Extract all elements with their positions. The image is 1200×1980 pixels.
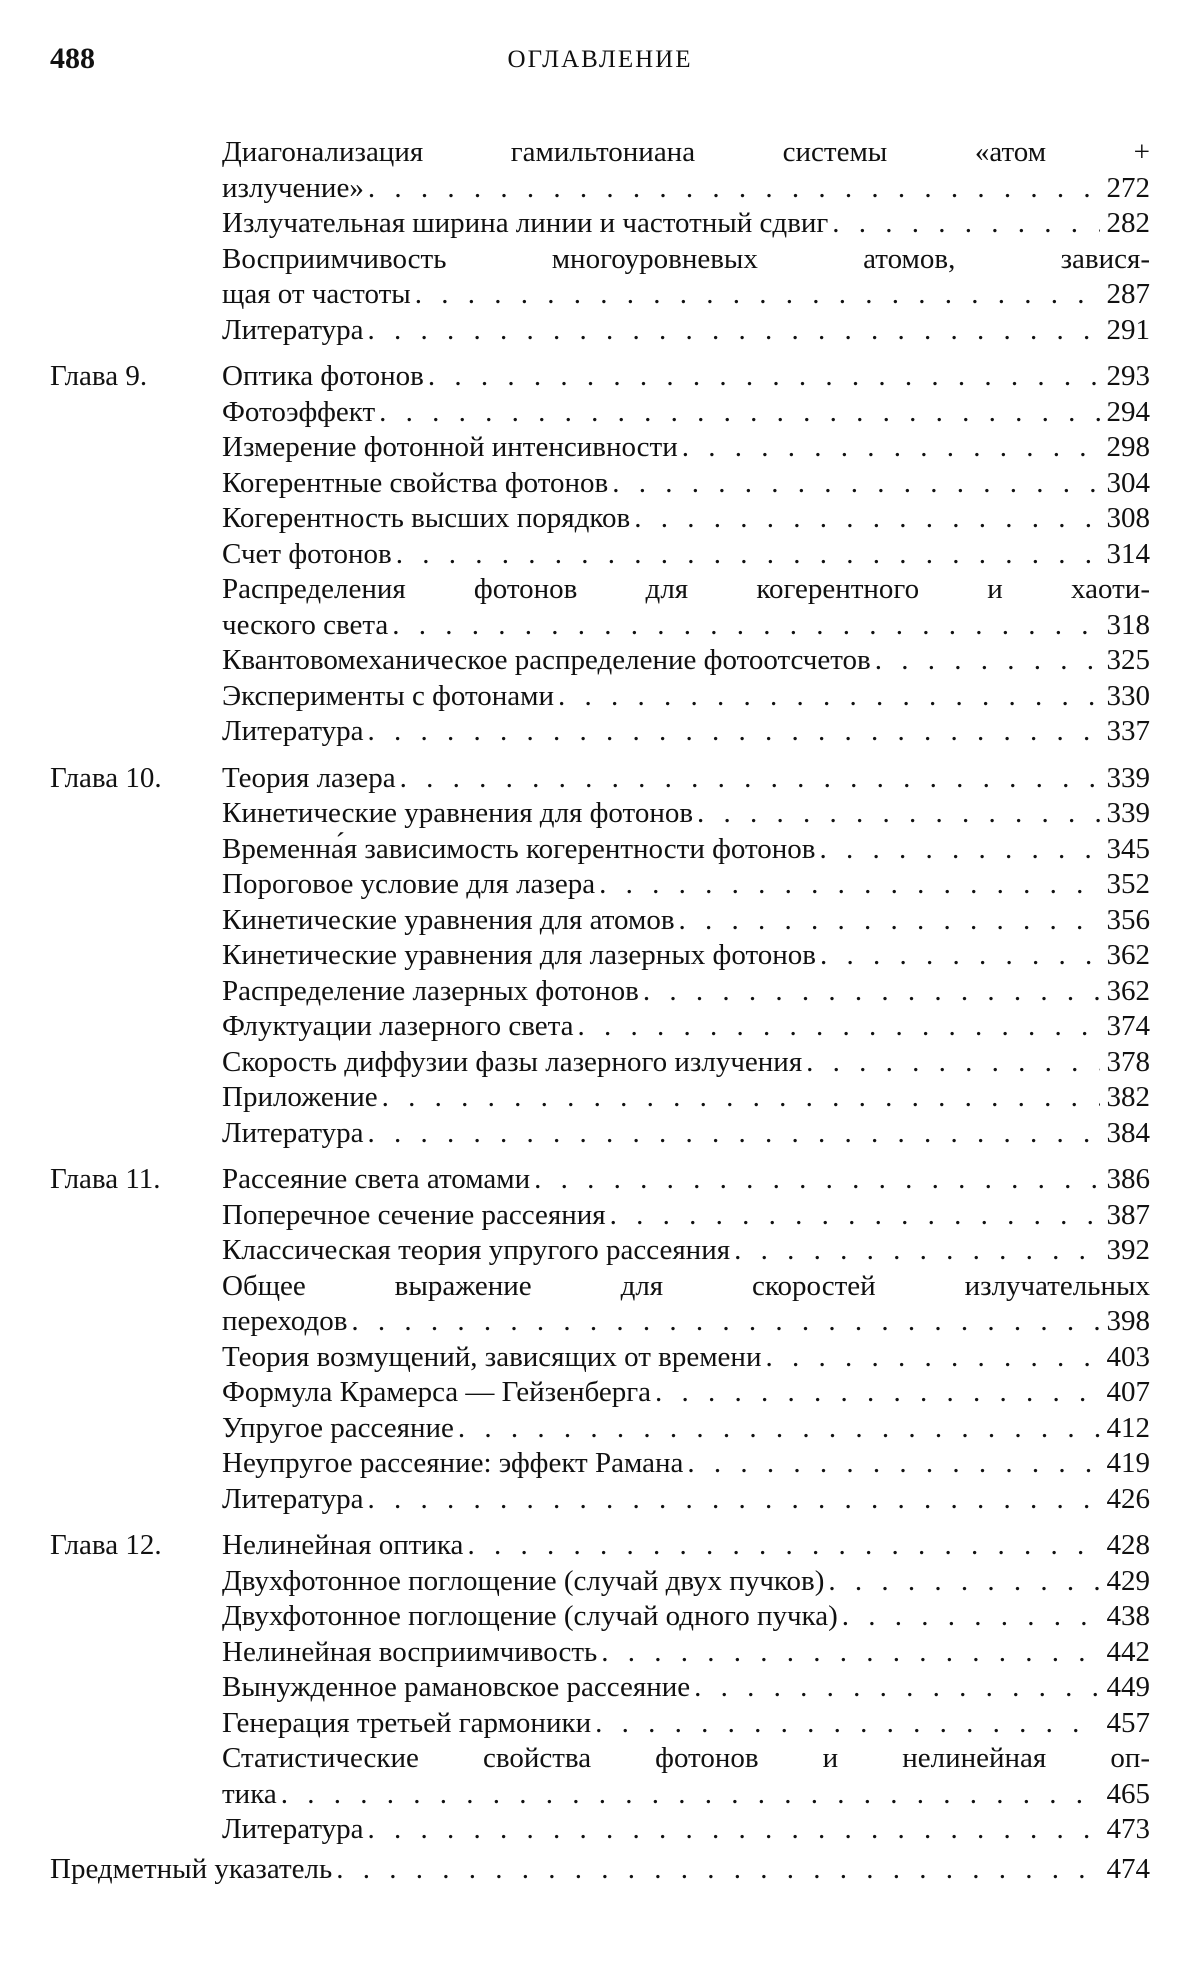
chapter-label: Глава 10. xyxy=(50,761,162,794)
dot-leader xyxy=(392,608,1100,644)
dot-leader xyxy=(578,1009,1100,1045)
dot-leader xyxy=(643,974,1100,1010)
toc-page-number: 386 xyxy=(1106,1163,1150,1195)
toc-entry-title: Литература xyxy=(222,1116,364,1149)
toc-page-number: 374 xyxy=(1106,1010,1150,1042)
toc-entry xyxy=(222,1635,1150,1671)
dot-leader xyxy=(558,679,1100,715)
dot-leader xyxy=(875,643,1100,679)
dot-leader xyxy=(396,537,1100,573)
toc-entry xyxy=(222,1482,1150,1518)
toc-entries xyxy=(222,359,1150,750)
toc-entry-title: ческого света xyxy=(222,608,389,641)
dot-leader xyxy=(734,1233,1100,1269)
toc-entry-title: Упругое рассеяние xyxy=(222,1411,454,1444)
toc-page-number: 293 xyxy=(1106,360,1150,392)
toc-entry xyxy=(222,608,1150,644)
toc-page-number: 352 xyxy=(1106,868,1150,900)
toc-entry xyxy=(222,1446,1150,1482)
toc-entries xyxy=(222,135,1150,348)
toc-entry xyxy=(222,1233,1150,1269)
chapter-title-line xyxy=(222,1162,1150,1198)
dot-leader xyxy=(368,313,1100,349)
toc-page-number: 294 xyxy=(1106,395,1150,428)
toc-entry-title: Теория лазера xyxy=(222,761,396,794)
toc-page-number: 282 xyxy=(1106,207,1150,239)
toc-entry-title: Восприимчивость многоуровневых атомов, завися- xyxy=(222,242,1150,275)
dot-leader xyxy=(428,359,1100,395)
toc-entry xyxy=(222,430,1150,466)
toc-entry xyxy=(222,679,1150,715)
toc-entry xyxy=(222,903,1150,939)
toc-entry-title: Кинетические уравнения для фотонов xyxy=(222,797,694,829)
dot-leader xyxy=(351,1304,1100,1340)
dot-leader xyxy=(534,1162,1100,1198)
toc-page-number: 362 xyxy=(1106,939,1150,971)
toc-entry-title: Кинетические уравнения для лазерных фотонов xyxy=(222,939,816,971)
toc-entry xyxy=(222,974,1150,1010)
toc-entry-title: Неупругое рассеяние: эффект Рамана xyxy=(222,1447,684,1479)
toc-chapter xyxy=(50,1162,1150,1517)
toc-entry-title: Теория возмущений, зависящих от времени xyxy=(222,1340,762,1373)
toc-page-number: 356 xyxy=(1106,903,1150,936)
toc-entry-title: Поперечное сечение рассеяния xyxy=(222,1198,606,1231)
toc-page-number: 412 xyxy=(1106,1411,1150,1444)
toc-page-number: 428 xyxy=(1106,1529,1150,1561)
toc-entry xyxy=(222,206,1150,242)
toc-entry xyxy=(222,1670,1150,1706)
toc-entry-title: Флуктуации лазерного света xyxy=(222,1010,574,1042)
dot-leader xyxy=(382,1080,1100,1116)
toc-page-number: 382 xyxy=(1106,1081,1150,1113)
toc-entry xyxy=(222,242,1150,278)
dot-leader xyxy=(682,430,1100,466)
dot-leader xyxy=(655,1375,1100,1411)
chapter-label: Глава 9. xyxy=(50,360,148,392)
toc-entry xyxy=(222,1304,1150,1340)
toc-entry-title: Кинетические уравнения для атомов xyxy=(222,903,675,936)
dot-leader xyxy=(828,1564,1100,1600)
toc-entry-title: Предметный указатель xyxy=(50,1852,333,1885)
toc-entry xyxy=(222,1009,1150,1045)
toc-entry xyxy=(222,466,1150,502)
toc-entry xyxy=(222,1116,1150,1152)
toc-entry xyxy=(222,1080,1150,1116)
toc-chapter xyxy=(50,761,1150,1152)
dot-leader xyxy=(599,867,1100,903)
toc-entry xyxy=(222,1812,1150,1848)
subject-index-entry xyxy=(50,1852,1150,1888)
toc-entry-title: Двухфотонное поглощение (случай одного пучка) xyxy=(222,1600,838,1632)
dot-leader xyxy=(368,714,1100,750)
toc-entry-title: Литература xyxy=(222,715,364,747)
toc-entry-title: Формула Крамерса — Гейзенберга xyxy=(222,1376,651,1408)
toc-entry xyxy=(222,313,1150,349)
toc-entry-title: Диагонализация гамильтониана системы «атом + xyxy=(222,136,1150,168)
dot-leader xyxy=(601,1635,1100,1671)
toc-page-number: 407 xyxy=(1106,1376,1150,1408)
dot-leader xyxy=(281,1777,1100,1813)
toc-entry-title: Классическая теория упругого рассеяния xyxy=(222,1234,731,1266)
toc-entry-title: Вынужденное рамановское рассеяние xyxy=(222,1671,691,1703)
toc-entry-title: Временна́я зависимость когерентности фотонов xyxy=(222,832,816,865)
toc-entry xyxy=(222,171,1150,207)
toc-page-number: 442 xyxy=(1106,1635,1150,1668)
toc-entry-title: излучение» xyxy=(222,171,364,204)
toc-entry-title: переходов xyxy=(222,1305,348,1337)
toc-entry xyxy=(222,537,1150,573)
toc-page-number: 304 xyxy=(1106,466,1150,499)
dot-leader xyxy=(679,903,1100,939)
dot-leader xyxy=(806,1045,1100,1081)
dot-leader xyxy=(379,395,1100,431)
toc-page-number: 345 xyxy=(1106,832,1150,865)
toc-group-continued xyxy=(50,135,1150,348)
toc-entry-title: Приложение xyxy=(222,1081,378,1113)
dot-leader xyxy=(336,1852,1100,1888)
toc-page-number: 287 xyxy=(1106,278,1150,310)
toc-entry xyxy=(222,501,1150,537)
toc-page-number: 387 xyxy=(1106,1198,1150,1231)
toc-page-number: 330 xyxy=(1106,679,1150,712)
toc-page-number: 449 xyxy=(1106,1671,1150,1703)
dot-leader xyxy=(697,796,1100,832)
toc-entry xyxy=(222,1706,1150,1742)
toc-entry xyxy=(222,1777,1150,1813)
toc-entry-title: Распределение лазерных фотонов xyxy=(222,974,639,1007)
toc-page-number: 339 xyxy=(1106,761,1150,794)
toc-page-number: 314 xyxy=(1106,537,1150,570)
toc-chapter xyxy=(50,359,1150,750)
toc-entry xyxy=(222,395,1150,431)
toc-entry xyxy=(222,1198,1150,1234)
toc-entry xyxy=(222,796,1150,832)
page-header xyxy=(50,42,1150,82)
toc-entry-title: Пороговое условие для лазера xyxy=(222,868,596,900)
toc-entry xyxy=(222,1741,1150,1777)
toc-page-number: 465 xyxy=(1106,1777,1150,1810)
dot-leader xyxy=(610,1198,1100,1234)
dot-leader xyxy=(820,938,1100,974)
toc-entry-title: Скорость диффузии фазы лазерного излучения xyxy=(222,1045,803,1078)
toc-page-number: 457 xyxy=(1106,1706,1150,1739)
toc-page-number: 291 xyxy=(1106,313,1150,346)
toc-page-number: 426 xyxy=(1106,1482,1150,1515)
toc-entry-title: Фотоэффект xyxy=(222,395,376,428)
toc-entry xyxy=(222,938,1150,974)
toc-entries xyxy=(222,761,1150,1152)
toc-entry xyxy=(222,1564,1150,1600)
toc-entry-title: Распределения фотонов для когерентного и хаоти- xyxy=(222,573,1150,605)
toc-entry xyxy=(222,643,1150,679)
chapter-label: Глава 12. xyxy=(50,1529,162,1561)
chapter-title-line xyxy=(222,1528,1150,1564)
toc-entry xyxy=(222,1599,1150,1635)
toc-entry-title: щая от частоты xyxy=(222,278,411,310)
toc-page-number: 318 xyxy=(1106,608,1150,641)
toc-entry-title: Генерация третьей гармоники xyxy=(222,1706,592,1739)
chapter-label: Глава 11. xyxy=(50,1163,161,1195)
toc-entry-title: Литература xyxy=(222,313,364,346)
toc-entry xyxy=(222,832,1150,868)
toc-entry-title: Литература xyxy=(222,1813,364,1845)
dot-leader xyxy=(842,1599,1100,1635)
toc-page-number: 429 xyxy=(1106,1564,1150,1597)
toc-page-number: 473 xyxy=(1106,1813,1150,1845)
toc-entry-title: Литература xyxy=(222,1482,364,1515)
dot-leader xyxy=(467,1528,1100,1564)
toc-page-number: 298 xyxy=(1106,431,1150,463)
dot-leader xyxy=(595,1706,1100,1742)
table-of-contents xyxy=(50,135,1150,1887)
toc-entry-title: Статистические свойства фотонов и нелинейная оп- xyxy=(222,1742,1150,1774)
running-head: ОГЛАВЛЕНИЕ xyxy=(507,46,693,73)
page-number: 488 xyxy=(50,42,95,75)
toc-entry xyxy=(222,1375,1150,1411)
toc-entry xyxy=(222,1340,1150,1376)
toc-entry xyxy=(222,277,1150,313)
dot-leader xyxy=(612,466,1100,502)
toc-entry-title: Когерентные свойства фотонов xyxy=(222,466,609,499)
dot-leader xyxy=(820,832,1101,868)
dot-leader xyxy=(415,277,1100,313)
toc-page-number: 378 xyxy=(1106,1045,1150,1078)
dot-leader xyxy=(368,1482,1100,1518)
dot-leader xyxy=(694,1670,1100,1706)
chapter-title-line xyxy=(222,761,1150,797)
toc-entry xyxy=(222,867,1150,903)
toc-entry-title: Излучательная ширина линии и частотный сдвиг xyxy=(222,207,829,239)
toc-entry xyxy=(222,1269,1150,1305)
toc-entry-title: Нелинейная оптика xyxy=(222,1529,464,1561)
toc-entry xyxy=(222,1411,1150,1447)
toc-page-number: 438 xyxy=(1106,1600,1150,1632)
toc-entry-title: Рассеяние света атомами xyxy=(222,1163,531,1195)
dot-leader xyxy=(368,1116,1100,1152)
dot-leader xyxy=(368,171,1100,207)
toc-entry xyxy=(222,135,1150,171)
toc-entry-title: Измерение фотонной интенсивности xyxy=(222,431,678,463)
chapter-title-line xyxy=(222,359,1150,395)
toc-entry-title: Счет фотонов xyxy=(222,537,392,570)
toc-page-number: 337 xyxy=(1106,715,1150,747)
dot-leader xyxy=(832,206,1100,242)
toc-entry xyxy=(222,1045,1150,1081)
dot-leader xyxy=(400,761,1100,797)
toc-entry-title: Нелинейная восприимчивость xyxy=(222,1635,598,1668)
toc-page-number: 339 xyxy=(1106,797,1150,829)
dot-leader xyxy=(634,501,1100,537)
toc-page-number: 308 xyxy=(1106,502,1150,534)
toc-entry-title: Оптика фотонов xyxy=(222,360,424,392)
dot-leader xyxy=(765,1340,1100,1376)
toc-chapter xyxy=(50,1528,1150,1848)
toc-page-number: 272 xyxy=(1106,171,1150,204)
dot-leader xyxy=(687,1446,1100,1482)
toc-entry-title: Общее выражение для скоростей излучательных xyxy=(222,1269,1150,1302)
toc-page-number: 398 xyxy=(1106,1305,1150,1337)
toc-page-number: 384 xyxy=(1106,1116,1150,1149)
toc-entry-title: Двухфотонное поглощение (случай двух пучков) xyxy=(222,1564,825,1597)
toc-page-number: 403 xyxy=(1106,1340,1150,1373)
toc-entries xyxy=(222,1528,1150,1848)
dot-leader xyxy=(458,1411,1100,1447)
toc-entry xyxy=(222,714,1150,750)
toc-page-number: 392 xyxy=(1106,1234,1150,1266)
toc-page-number: 474 xyxy=(1106,1852,1150,1885)
dot-leader xyxy=(368,1812,1100,1848)
toc-entries xyxy=(222,1162,1150,1517)
toc-entry-title: Квантовомеханическое распределение фотоотсчетов xyxy=(222,644,871,676)
toc-page-number: 325 xyxy=(1106,644,1150,676)
chapter-label-empty xyxy=(50,135,222,348)
toc-page-number: 419 xyxy=(1106,1447,1150,1479)
toc-entry xyxy=(222,572,1150,608)
toc-entry-title: Эксперименты с фотонами xyxy=(222,679,555,712)
toc-page-number: 362 xyxy=(1106,974,1150,1007)
toc-entry-title: Когерентность высших порядков xyxy=(222,502,631,534)
toc-entry-title: тика xyxy=(222,1777,277,1810)
